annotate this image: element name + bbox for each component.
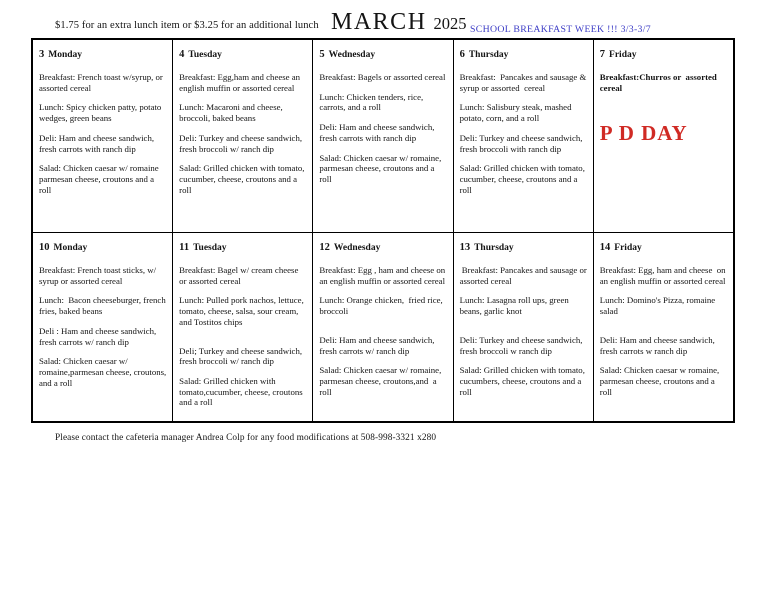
pd-day-note: P D DAY <box>599 121 688 146</box>
day-name: Monday <box>48 50 83 60</box>
price-note: $1.75 for an extra lunch item or $3.25 for an additional lunch <box>55 20 319 31</box>
day-name: Thursday <box>474 243 514 253</box>
menu-line: Deli : Ham and cheese sandwich, fresh carrots w/ ranch dip <box>39 325 159 347</box>
day-number: 11 <box>179 242 190 253</box>
day-cell <box>313 233 453 423</box>
day-number: 13 <box>459 242 471 253</box>
menu-line: Deli: Turkey and cheese sandwich, fresh broccoli w/ ranch dip <box>179 132 305 154</box>
menu-line: Deli: Ham and cheese sandwich, fresh carrots w ranch dip <box>599 334 718 356</box>
menu-lines <box>179 265 307 408</box>
menu-line: Lunch: Orange chicken, fried rice, broccoli <box>319 295 445 317</box>
menu-line: Breakfast:Churros or assorted cereal <box>599 72 720 93</box>
menu-line: Salad: Grilled chicken with tomato, cucumbers, cheese, croutons and a roll <box>459 365 588 397</box>
day-name: Tuesday <box>188 50 222 60</box>
menu-calendar <box>31 38 735 423</box>
menu-line: Breakfast: Egg , ham and cheese on an english muffin or assorted cereal <box>319 265 448 286</box>
month-title: MARCH <box>331 9 427 35</box>
day-number: 6 <box>459 49 465 60</box>
day-number: 10 <box>39 242 50 253</box>
day-name: Monday <box>53 243 88 253</box>
day-header <box>179 44 307 62</box>
menu-line: Lunch: Salisbury steak, mashed potato, corn, and a roll <box>459 102 574 124</box>
menu-line: Lunch: Bacon cheeseburger, french fries, baked beans <box>39 295 168 317</box>
day-cell <box>593 39 734 233</box>
day-number: 14 <box>599 242 611 253</box>
menu-line: Salad: Chicken caesar w/ romaine parmesan cheese, croutons and a roll <box>39 163 161 195</box>
day-number: 3 <box>39 49 45 60</box>
menu-line: Lunch: Pulled pork nachos, lettuce, tomato, cheese, salsa, sour cream, and Tostitos chips <box>179 295 306 327</box>
menu-lines <box>460 265 588 397</box>
day-cell <box>173 233 313 423</box>
year-title: 2025 <box>433 14 467 33</box>
day-name: Friday <box>614 243 642 253</box>
menu-line: Salad: Chicken caesar w/ romaine, parmesan cheese, croutons,and a roll <box>319 365 444 397</box>
menu-line <box>600 326 728 335</box>
week-row <box>32 39 734 233</box>
menu-line <box>460 326 588 335</box>
menu-lines <box>600 265 728 397</box>
menu-lines <box>39 265 167 388</box>
day-header <box>600 44 728 62</box>
menu-line: Breakfast: Pancakes and sausage or assorted cereal <box>459 265 590 286</box>
day-cell <box>453 39 593 233</box>
day-cell <box>32 39 173 233</box>
menu-line: Salad: Chicken caesar w romaine, parmesan cheese, croutons and a roll <box>599 365 722 397</box>
page-title <box>331 9 467 36</box>
day-cell <box>593 233 734 423</box>
menu-line: Deli: Turkey and cheese sandwich, fresh broccoli with ranch dip <box>459 132 585 154</box>
menu-lines <box>460 72 588 195</box>
day-name: Tuesday <box>193 243 227 253</box>
day-header <box>39 44 167 62</box>
menu-lines <box>179 72 307 195</box>
menu-line <box>319 326 447 335</box>
menu-line: Lunch: Lasagna roll ups, green beans, garlic knot <box>459 295 571 317</box>
menu-line: Breakfast: French toast sticks, w/ syrup or assorted cereal <box>39 265 159 286</box>
day-cell <box>453 233 593 423</box>
breakfast-week-banner: SCHOOL BREAKFAST WEEK !!! 3/3-3/7 <box>470 24 651 35</box>
menu-lines <box>600 72 728 93</box>
day-header <box>319 237 447 255</box>
menu-line: Lunch: Macaroni and cheese, broccoli, baked beans <box>179 102 285 124</box>
day-number: 4 <box>179 49 185 60</box>
day-name: Thursday <box>468 50 509 60</box>
day-cell <box>313 39 453 233</box>
day-name: Wednesday <box>328 50 376 60</box>
day-header <box>460 237 588 255</box>
day-number: 12 <box>319 242 330 253</box>
day-number: 5 <box>319 49 325 60</box>
menu-line: Breakfast: Pancakes and sausage & syrup or assorted cereal <box>459 72 589 93</box>
menu-line: Breakfast: Bagel w/ cream cheese or assorted cereal <box>179 265 301 286</box>
day-cell <box>32 233 173 423</box>
menu-line: Deli: Ham and cheese sandwich, fresh carrots w/ ranch dip <box>319 334 437 356</box>
menu-line: Salad: Chicken caesar w/ romaine,parmesan cheese, croutons, and a roll <box>39 356 169 388</box>
menu-line: Deli: Turkey and cheese sandwich, fresh broccoli w ranch dip <box>459 334 585 356</box>
menu-line: Deli; Turkey and cheese sandwich, fresh broccoli w/ ranch dip <box>179 345 305 367</box>
menu-lines <box>319 265 447 397</box>
menu-lines <box>319 72 447 185</box>
menu-line: Breakfast: Egg,ham and cheese an english muffin or assorted cereal <box>179 72 303 93</box>
menu-line: Salad: Grilled chicken with tomato, cucumber, cheese, croutons and a roll <box>459 163 588 195</box>
menu-line: Deli: Ham and cheese sandwich, fresh carrots with ranch dip <box>39 132 157 154</box>
menu-line: Lunch: Chicken tenders, rice, carrots, and a roll <box>319 91 426 113</box>
day-header <box>600 237 728 255</box>
menu-line: Breakfast: French toast w/syrup, or assorted cereal <box>39 72 166 93</box>
menu-line: Breakfast: Bagels or assorted cereal <box>319 72 446 82</box>
week-row <box>32 233 734 423</box>
menu-line <box>179 337 307 346</box>
menu-line: Lunch: Spicy chicken patty, potato wedges, green beans <box>39 102 164 124</box>
day-name: Friday <box>609 50 637 60</box>
menu-line: Salad: Grilled chicken with tomato, cucumber, cheese, croutons and a roll <box>179 163 307 195</box>
contact-note: Please contact the cafeteria manager Andrea Colp for any food modifications at 508-998-3321 x280 <box>55 433 437 443</box>
day-name: Wednesday <box>333 243 381 253</box>
day-header <box>179 237 307 255</box>
menu-line: Deli: Ham and cheese sandwich, fresh carrots with ranch dip <box>319 122 437 143</box>
menu-line: Lunch: Domino's Pizza, romaine salad <box>599 295 718 317</box>
menu-line: Salad: Grilled chicken with tomato,cucumber, cheese, croutons and a roll <box>179 376 305 408</box>
day-header <box>319 44 447 62</box>
day-cell <box>173 39 313 233</box>
menu-lines <box>39 72 167 195</box>
day-number: 7 <box>599 49 606 60</box>
day-header <box>39 237 167 255</box>
menu-line: Salad: Chicken caesar w/ romaine, parmesan cheese, croutons and a roll <box>319 152 444 185</box>
menu-line: Breakfast: Egg, ham and cheese on an english muffin or assorted cereal <box>599 265 728 286</box>
day-header <box>460 44 588 62</box>
